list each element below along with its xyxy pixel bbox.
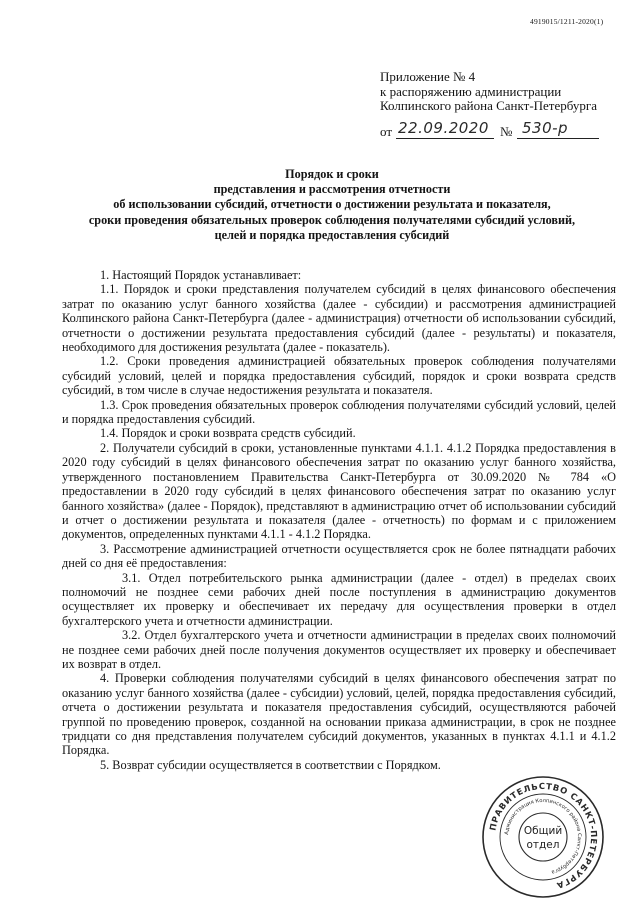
official-seal-stamp <box>478 772 608 902</box>
paragraph-1-2: 1.2. Сроки проведения администрацией обязательных проверок соблюдения получателями субсидий условий, целей и порядка предоставления субсидий, порядок и сроки возврата средств субсидий, в том числе в случае недостижения результата и показателя. <box>62 354 616 398</box>
paragraph-4: 4. Проверки соблюдения получателями субсидий в целях финансового обеспечения затрат по оказанию услуг банного хозяйства (далее - субсидии) условий, целей, порядка предоставления субсидий, отчета о достижении результата и показателя предоставления субсидий, осуществляются рабочей группой по проведению проверок, созданной на основании приказа администрации, в срок не позднее тридцати со дня представления получателем субсидий документов, указанных в пунктах 4.1.1 и 4.1.2 Порядка. <box>62 671 616 758</box>
paragraph-3-1: 3.1. Отдел потребительского рынка администрации (далее - отдел) в пределах своих полномочий не позднее семи рабочих дней после поступления в администрацию документов осуществляет их проверку и обеспечивает их передачу для осуществления проверки в отдел бухгалтерского учета и отчетности администрации. <box>62 570 616 628</box>
document-id: 4919015/1211-2020(1) <box>530 17 604 26</box>
title-line-5: целей и порядка предоставления субсидий <box>214 227 450 242</box>
title-line-3: об использовании субсидий, отчетности о достижении результата и показателя, <box>113 197 551 212</box>
document-title <box>62 167 602 243</box>
appendix-line-2: к распоряжению администрации <box>380 83 562 99</box>
paragraph-3-2: 3.2. Отдел бухгалтерского учета и отчетности администрации в пределах своих полномочий не позднее семи рабочих дней после получения документов осуществляет их проверку и обеспечивает их возврат в отдел. <box>62 628 616 671</box>
paragraph-1-3: 1.3. Срок проведения обязательных проверок соблюдения получателями субсидий условий, целей и порядка предоставления субсидий. <box>62 397 616 427</box>
title-line-2: представления и рассмотрения отчетности <box>213 182 451 197</box>
number-underline <box>517 138 599 139</box>
appendix-line-3: Колпинского района Санкт-Петербурга <box>380 98 597 113</box>
order-number-label: № <box>500 124 513 139</box>
paragraph-3: 3. Рассмотрение администрацией отчетности осуществляется срок не более пятнадцати рабочих дней со дня её предоставления: <box>62 541 616 571</box>
date-underline <box>396 138 494 139</box>
stamp-center-line-2: отдел <box>526 839 560 851</box>
appendix-header <box>380 70 597 114</box>
title-line-4: сроки проведения обязательных проверок соблюдения получателями субсидий условий, <box>88 212 576 227</box>
svg-text:ПРАВИТЕЛЬСТВО САНКТ-ПЕТЕРБУРГА: ПРАВИТЕЛЬСТВО САНКТ-ПЕТЕРБУРГА <box>487 780 600 891</box>
paragraph-2: 2. Получатели субсидий в сроки, установленные пунктами 4.1.1. 4.1.2 Порядка предоставления в 2020 году субсидий в целях финансового обеспечения затрат по оказанию услуг банного хозяйства, утвержденного постановлением Правительства Санкт-Петербурга от 30.09.2020 № 784 «О предоставлении в 2020 году субсидий в целях финансового обеспечения затрат по оказанию услуг банного хозяйства» (далее - Порядок), представляют в администрацию отчет об использовании субсидий и отчет о достижении результата и показателя (далее - отчетность) по формам и с приложением документов, определенных пунктами 4.1.1 - 4.1.2 Порядка. <box>62 440 616 542</box>
paragraph-5: 5. Возврат субсидии осуществляется в соответствии с Порядком. <box>100 757 441 772</box>
paragraph-1-1: 1.1. Порядок и сроки представления получателем субсидий в целях финансового обеспечения затрат по оказанию услуг банного хозяйства (далее - субсидии) и рассмотрения администрацией Колпинского района Санкт-Петербурга (далее - администрация) отчетности об использовании субсидий, отчетности о достижении результата предоставления субсидий (далее - результаты) и показателя, необходимого для достижения результата (далее - показатель). <box>62 282 616 355</box>
order-date-handwritten: 22.09.2020 <box>398 119 489 137</box>
document-body <box>62 268 616 772</box>
appendix-line-1: Приложение № 4 <box>380 69 476 84</box>
order-from-label: от <box>380 124 393 139</box>
paragraph-1-4: 1.4. Порядок и сроки возврата средств субсидий. <box>100 426 356 441</box>
paragraph-1: 1. Настоящий Порядок устанавливает: <box>100 268 302 282</box>
order-date-number-line <box>380 119 620 144</box>
stamp-center-line-1: Общий <box>523 825 563 837</box>
title-line-1: Порядок и сроки <box>285 167 379 181</box>
order-number-handwritten: 530-р <box>522 119 569 137</box>
svg-text:Администрация Колпинского райо: Администрация Колпинского района Санкт-Петербурга <box>504 797 583 875</box>
